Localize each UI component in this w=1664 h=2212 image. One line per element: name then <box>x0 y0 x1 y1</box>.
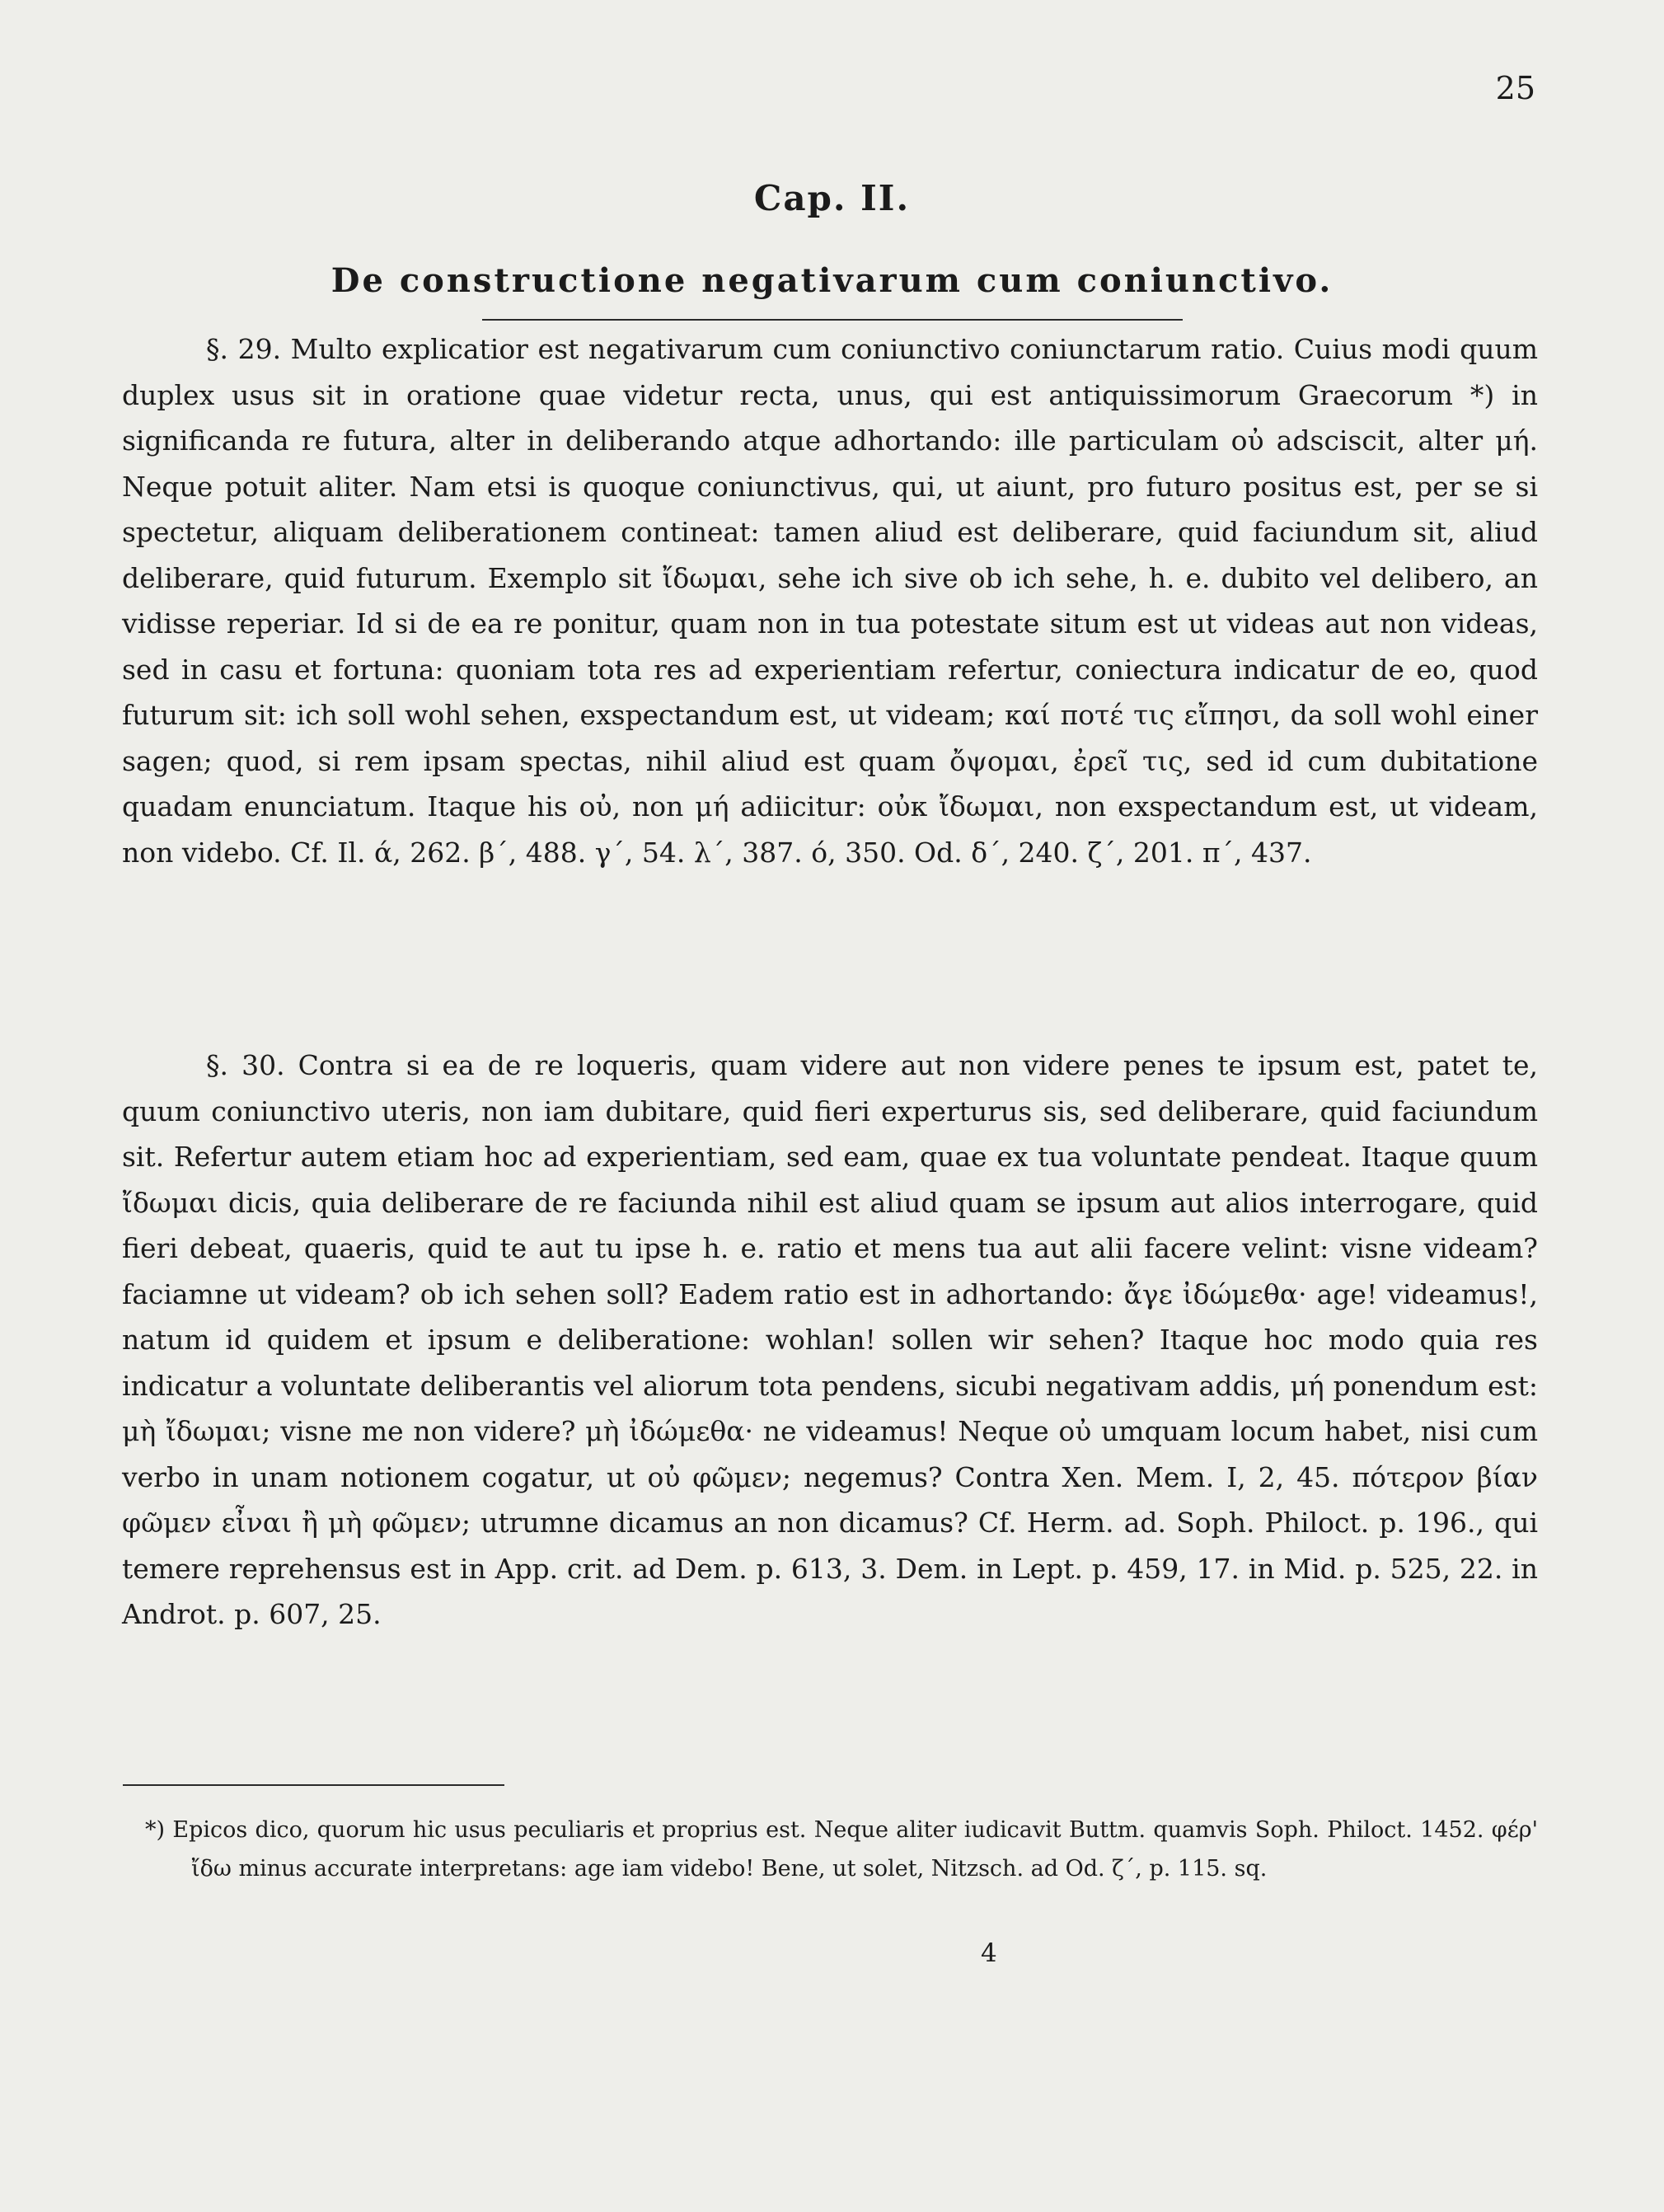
section-29-text: §. 29. Multo explicatior est negativarum cum coniunctivo coniunctarum ratio. Cuius modi quum duplex usus sit in oratione quae videtur recta, unus, qui est antiquissimorum Graecorum *) in significanda re futura, alter in deliberando atque adhortando: ille particulam οὐ adsciscit, alter μή. Neque potuit aliter. Nam etsi is quoque coniunctivus, qui, ut aiunt, pro futuro positus est, per se si spectetur, aliquam deliberationem contineat: tamen aliud est deliberare, quid faciundum sit, aliud deliberare, quid futurum. Exemplo sit ἴδωμαι, sehe ich sive ob ich sehe, h. e. dubito vel delibero, an vidisse reperiar. Id si de ea re ponitur, quam non in tua potestate situm est ut videas aut non videas, sed in casu et fortuna: quoniam tota res ad experientiam refertur, coniectura indicatur de eo, quod futurum sit: ich soll wohl sehen, exspectandum est, ut videam; καί ποτέ τις εἴπησι, da soll wohl einer sagen; quod, si rem ipsam spectas, nihil aliud est quam ὄψομαι, ἐρεῖ τις, sed id cum dubitatione quadam enunciatum. Itaque his οὐ, non μή adiicitur: οὐκ ἴδωμαι, non exspectandum est, ut videam, non videbo. Cf. Il. ά, 262. β΄, 488. γ΄, 54. λ΄, 387. ό, 350. Od. δ΄, 240. ζ΄, 201. π΄, 437. <box>122 333 1538 869</box>
chapter-title: De constructione negativarum cum coniunctivo. <box>330 261 1334 301</box>
footnote-text: *) Epicos dico, quorum hic usus peculiaris et proprius est. Neque aliter iudicavit Buttm. quamvis Soph. Philoct. 1452. φέρ' ἴδω minus accurate interpretans: age iam videbo! Bene, ut solet, Nitzsch. ad Od. ζ΄, p. 115. sq. <box>145 1817 1538 1882</box>
footnote-divider <box>123 1784 504 1786</box>
section-30 <box>122 1043 1538 1638</box>
footnote <box>132 1811 1538 1888</box>
chapter-label: Cap. II. <box>753 178 911 219</box>
signature-mark: 4 <box>981 1938 997 1968</box>
section-29 <box>122 326 1538 875</box>
section-30-text: §. 30. Contra si ea de re loqueris, quam videre aut non videre penes te ipsum est, patet te, quum coniunctivo uteris, non iam dubitare, quid fieri experturus sis, sed deliberare, quid faciundum sit. Refertur autem etiam hoc ad experientiam, sed eam, quae ex tua voluntate pendeat. Itaque quum ἴδωμαι dicis, quia deliberare de re faciunda nihil est aliud quam se ipsum aut alios interrogare, quid fieri debeat, quaeris, quid te aut tu ipse h. e. ratio et mens tua aut alii facere velint: visne videam? faciamne ut videam? ob ich sehen soll? Eadem ratio est in adhortando: ἄγε ἰδώμεθα· age! videamus!, natum id quidem et ipsum e deliberatione: wohlan! sollen wir sehen? Itaque hoc modo quia res indicatur a voluntate deliberantis vel aliorum tota pendens, sicubi negativam addis, μή ponendum est: μὴ ἴδωμαι; visne me non videre? μὴ ἰδώμεθα· ne videamus! Neque οὐ umquam locum habet, nisi cum verbo in unam notionem cogatur, ut οὐ φῶμεν; negemus? Contra Xen. Mem. I, 2, 45. πότερον βίαν φῶμεν εἶναι ἢ μὴ φῶμεν; utrumne dicamus an non dicamus? Cf. Herm. ad. Soph. Philoct. p. 196., qui temere reprehensus est in App. crit. ad Dem. p. 613, 3. Dem. in Lept. p. 459, 17. in Mid. p. 525, 22. in Androt. p. 607, 25. <box>122 1049 1538 1630</box>
title-divider <box>482 319 1183 321</box>
page-number: 25 <box>1495 70 1535 106</box>
